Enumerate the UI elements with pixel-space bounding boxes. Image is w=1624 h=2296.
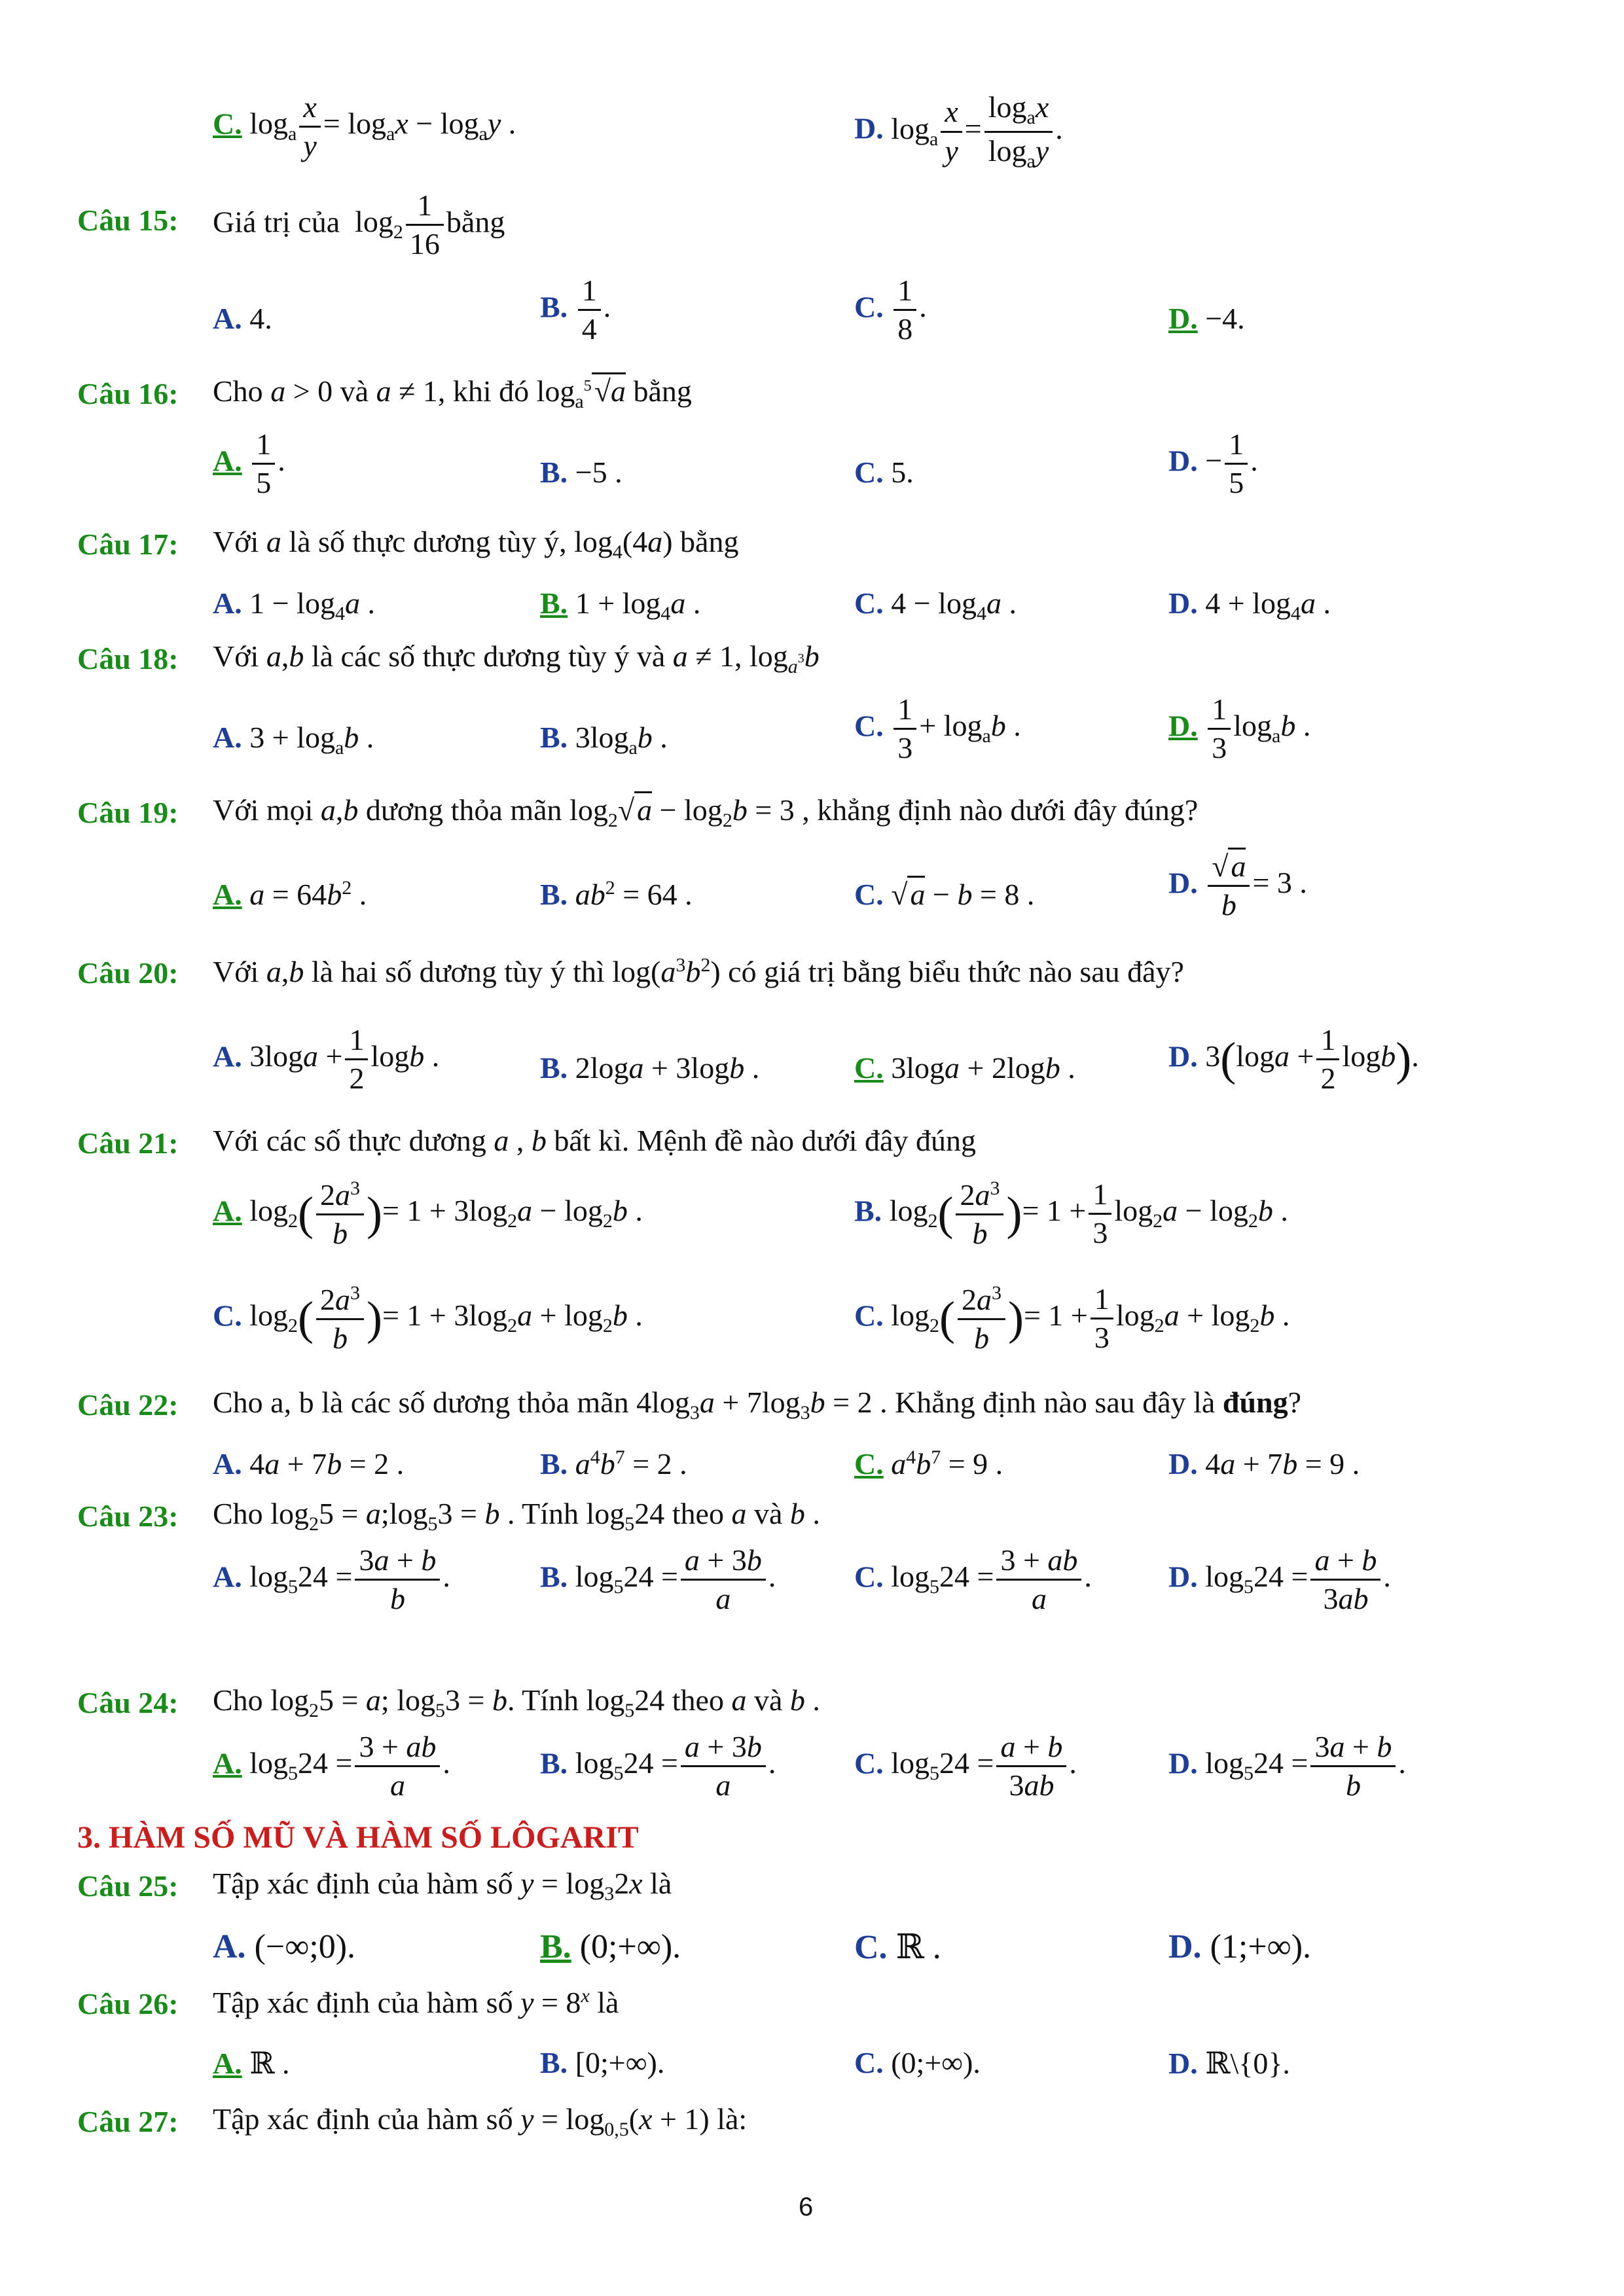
- option-letter: D.: [1168, 866, 1198, 900]
- question-stem: [213, 190, 505, 260]
- page-number: 6: [799, 2193, 814, 2221]
- stem-math: $\log_2$ $\frac{1}{16}$: [348, 205, 446, 238]
- option-math: $\frac{1}{4}$ .: [575, 290, 611, 323]
- stem-text: bằng: [633, 374, 692, 408]
- option-letter: B.: [540, 721, 568, 754]
- stem-bold: đúng: [1222, 1386, 1288, 1419]
- option-math: $4 - \log_4a$ .: [891, 586, 1017, 624]
- question-label: Câu 16:: [77, 377, 179, 410]
- stem-text: bằng: [680, 525, 739, 558]
- option-math: $3 + \log_ab$ .: [249, 721, 374, 759]
- stem-math: $\log_25 = a$; $\log_53 = b$.: [270, 1683, 522, 1721]
- q18-option-c[interactable]: [854, 694, 1021, 764]
- option-letter: C.: [854, 1560, 884, 1594]
- question-stem: [213, 1869, 672, 1904]
- q22-option-c[interactable]: [854, 1446, 1003, 1481]
- option-math: $\frac{1}{3}$ + $\log_ab$ .: [891, 709, 1021, 742]
- question-stem: [213, 1126, 976, 1156]
- question-label: Câu 25:: [77, 1869, 179, 1903]
- q17-option-c[interactable]: [854, 586, 1017, 625]
- option-math: 3loga + 2logb .: [891, 1051, 1075, 1085]
- stem-math: $4\log_3a + 7\log_3b = 2$: [636, 1386, 880, 1424]
- option-letter: B.: [540, 586, 568, 620]
- q18-option-a[interactable]: [213, 720, 374, 759]
- stem-text: theo: [672, 1497, 724, 1530]
- stem-text: Tập xác định của hàm số: [213, 1986, 513, 2019]
- option-math: $\log_524$ = $\frac{a + 3b}{a}$ .: [575, 1543, 776, 1616]
- stem-math: $\log_524$: [586, 1497, 672, 1535]
- stem-text: Cho: [213, 1497, 263, 1530]
- option-letter: C.: [854, 2046, 884, 2079]
- option-letter: C.: [854, 586, 884, 620]
- stem-text: , khẳng định nào dưới đây đúng?: [802, 793, 1199, 827]
- option-letter: A.: [213, 1194, 242, 1228]
- question-label: Câu 19:: [77, 796, 179, 829]
- option-math: $\log_524$ = $\frac{a + b}{3ab}$ .: [1205, 1543, 1391, 1616]
- stem-text: là hai số dương tùy ý thì: [311, 955, 605, 988]
- stem-text: theo: [672, 1683, 724, 1717]
- option-math: ℝ .: [895, 1929, 941, 1966]
- stem-math: a,b: [266, 955, 304, 988]
- option-math: (0;+∞).: [891, 2046, 981, 2079]
- stem-math: $y = 8^x$: [520, 1985, 590, 2019]
- q20-option-b[interactable]: [540, 1050, 759, 1085]
- option-letter: D.: [1168, 1560, 1198, 1594]
- question-label: Câu 23:: [77, 1499, 179, 1533]
- q15-option-c[interactable]: [854, 275, 927, 346]
- option-math: $1 - \log_4a$ .: [249, 586, 375, 624]
- option-math: $\log_a$ $\frac{x}{y}$ = $\log_ax - \log_ay$ .: [249, 90, 516, 163]
- option-math: $\log_2$( $\frac{2a^3}{b}$ )= $1 + 3\log_2a - \log_2b$ .: [249, 1177, 643, 1251]
- stem-math: $\log_2√a - \log_2b = 3$: [569, 793, 802, 827]
- q22-option-b[interactable]: [540, 1446, 687, 1481]
- question-label: Câu 24:: [77, 1686, 179, 1719]
- q17-option-d[interactable]: [1168, 586, 1331, 625]
- stem-math: $\log(a^3b^2)$: [612, 954, 729, 988]
- option-letter: B.: [540, 1928, 571, 1965]
- option-letter: D.: [1168, 1447, 1198, 1480]
- q24-option-a[interactable]: [213, 1731, 450, 1802]
- stem-math: a,b: [320, 793, 359, 827]
- option-letter: A.: [213, 878, 242, 911]
- option-letter: C.: [213, 107, 242, 141]
- q21-option-b[interactable]: [854, 1178, 1288, 1250]
- option-math: $\frac{1}{3}$ $\log_ab$ .: [1205, 709, 1310, 742]
- option-letter: A.: [213, 302, 242, 335]
- option-letter: D.: [1168, 302, 1198, 335]
- option-letter: B.: [540, 1051, 568, 1085]
- stem-text: Cho a, b là các số dương thỏa mãn: [213, 1386, 629, 1419]
- q15-option-d[interactable]: [1168, 301, 1245, 336]
- question-stem: [213, 1986, 619, 2018]
- stem-text: bất kì. Mệnh đề nào dưới đây đúng: [554, 1124, 976, 1157]
- q14-option-d[interactable]: [854, 92, 1063, 171]
- stem-math: $\log_a^5√a$: [537, 374, 634, 408]
- stem-math: $\log_4(4a)$: [574, 525, 681, 563]
- stem-text: là:: [717, 2102, 748, 2136]
- option-math: $ab^2 = 64$ .: [575, 877, 693, 911]
- stem-text: Tập xác định của hàm số: [213, 2102, 513, 2136]
- option-letter: D.: [1168, 1746, 1198, 1780]
- option-math: $\log_2$( $\frac{2a^3}{b}$ )= $1 + 3\log_2a + \log_2b$ .: [249, 1282, 643, 1355]
- stem-text: Với mọi: [213, 793, 314, 827]
- stem-text: Với: [213, 955, 259, 988]
- option-math: [0;+∞).: [575, 2046, 665, 2079]
- stem-text: Giá trị của: [213, 205, 340, 239]
- option-math: √a − b = 8 .: [891, 876, 1034, 911]
- stem-text: có giá trị bằng biểu thức nào sau đây?: [728, 955, 1184, 988]
- option-letter: A.: [213, 1560, 242, 1594]
- q26-option-c[interactable]: [854, 2045, 981, 2080]
- option-letter: C.: [854, 1929, 888, 1966]
- q16-option-a[interactable]: [213, 429, 285, 499]
- q17-option-b[interactable]: [540, 586, 700, 625]
- option-letter: C.: [854, 1299, 884, 1333]
- option-math: $a^4b^7 = 9$ .: [891, 1446, 1003, 1480]
- option-letter: D.: [1168, 586, 1198, 620]
- q16-option-b[interactable]: [540, 455, 623, 490]
- option-letter: A.: [213, 2047, 242, 2080]
- option-math: $\log_524$ = $\frac{3 + ab}{a}$ .: [891, 1543, 1092, 1616]
- stem-text: bằng: [446, 205, 505, 239]
- q25-option-a[interactable]: [213, 1928, 355, 1966]
- option-math: $a = 64b^2$ .: [249, 877, 367, 911]
- stem-math: a: [731, 1683, 747, 1717]
- stem-math: $y = \log_{0,5}(x + 1)$: [520, 2102, 717, 2140]
- q25-option-c[interactable]: [854, 1928, 941, 1967]
- q19-option-c[interactable]: [854, 877, 1034, 912]
- option-letter: D.: [1168, 709, 1198, 743]
- option-math: (0;+∞).: [579, 1928, 681, 1965]
- q25-option-d[interactable]: [1168, 1928, 1311, 1966]
- question-stem: [213, 795, 1198, 831]
- stem-math: b .: [789, 1683, 820, 1717]
- option-math: 4.: [249, 302, 272, 335]
- option-math: $1 + \log_4a$ .: [575, 586, 701, 624]
- option-letter: A.: [213, 1447, 242, 1480]
- option-letter: A.: [213, 1746, 242, 1780]
- question-stem: [213, 956, 1184, 987]
- question-stem: [213, 376, 692, 412]
- question-stem: [213, 527, 738, 562]
- stem-text: Cho: [213, 374, 263, 408]
- option-math: $\log_524$ = $\frac{3 + ab}{a}$ .: [249, 1730, 450, 1803]
- q14-option-c[interactable]: [213, 92, 516, 162]
- stem-text: Cho: [213, 1683, 263, 1717]
- stem-text: dương thỏa mãn: [365, 793, 562, 827]
- q18-option-b[interactable]: [540, 720, 668, 759]
- q23-option-c[interactable]: [854, 1545, 1092, 1615]
- q22-option-a[interactable]: [213, 1446, 404, 1481]
- option-letter: B.: [540, 1447, 568, 1480]
- option-math: $\log_524$ = $\frac{a + 3b}{a}$ .: [575, 1730, 776, 1803]
- q17-option-a[interactable]: [213, 586, 375, 625]
- option-letter: C.: [854, 709, 884, 743]
- q18-option-d[interactable]: [1168, 694, 1310, 764]
- stem-text: Với: [213, 639, 259, 673]
- option-math: $3\log_ab$ .: [575, 721, 668, 759]
- q26-option-a[interactable]: [213, 2045, 289, 2081]
- question-label: Câu 22:: [77, 1388, 179, 1422]
- q15-option-a[interactable]: [213, 301, 272, 336]
- stem-math: $y = \log_32x$: [520, 1867, 643, 1905]
- option-math: $a^4b^7 = 2$ .: [575, 1446, 687, 1480]
- q26-option-b[interactable]: [540, 2045, 664, 2080]
- option-math: 4a + 7b = 9 .: [1205, 1447, 1360, 1480]
- option-letter: B.: [540, 456, 568, 489]
- q22-option-d[interactable]: [1168, 1446, 1360, 1481]
- option-letter: A.: [213, 586, 242, 620]
- option-math: − $\frac{1}{5}$ .: [1205, 427, 1258, 500]
- option-math: (−∞;0).: [254, 1928, 356, 1965]
- stem-text: là số thực dương tùy ý,: [289, 525, 567, 558]
- option-letter: C.: [854, 456, 884, 489]
- stem-text: ,: [516, 1124, 524, 1157]
- question-label: Câu 21:: [77, 1126, 179, 1160]
- question-stem: [213, 1499, 820, 1534]
- question-stem: [213, 641, 820, 677]
- option-math: 5.: [891, 456, 914, 489]
- stem-math: a,b: [266, 639, 304, 673]
- stem-math: $\log_524$: [586, 1683, 672, 1721]
- option-math: $\frac{1}{8}$ .: [891, 290, 927, 323]
- option-math: −4.: [1205, 302, 1245, 335]
- option-letter: D.: [854, 111, 884, 145]
- stem-text: là: [650, 1867, 672, 1900]
- stem-math: a: [494, 1124, 509, 1157]
- option-math: $\log_2$( $\frac{2a^3}{b}$ )= 1 + $\frac{1}{3}$ $\log_2a - \log_2b$ .: [889, 1177, 1288, 1251]
- q16-option-d[interactable]: [1168, 429, 1258, 499]
- option-letter: B.: [540, 878, 568, 911]
- question-label: Câu 26:: [77, 1987, 179, 2020]
- q23-option-d[interactable]: [1168, 1545, 1391, 1615]
- option-math: $\log_524$ = $\frac{3a + b}{b}$ .: [1205, 1730, 1406, 1803]
- option-letter: C.: [854, 1051, 884, 1085]
- q26-option-d[interactable]: [1168, 2045, 1290, 2081]
- option-letter: D.: [1168, 1928, 1202, 1965]
- option-letter: A.: [213, 1928, 246, 1965]
- option-math: $\log_a$ $\frac{x}{y}$ = $\frac{\log_ax}{\log_ay}$ .: [891, 90, 1063, 172]
- section-title: 3. HÀM SỐ MŨ VÀ HÀM SỐ LÔGARIT: [77, 1820, 639, 1855]
- option-math: 3loga + $\frac{1}{2}$ logb .: [249, 1023, 440, 1096]
- q20-option-d[interactable]: [1168, 1024, 1419, 1095]
- option-math: $\frac{1}{5}$ .: [249, 444, 285, 477]
- option-letter: B.: [540, 2046, 568, 2079]
- option-letter: C.: [213, 1299, 242, 1333]
- q20-option-c[interactable]: [854, 1050, 1075, 1085]
- question-label: Câu 20:: [77, 956, 179, 990]
- q24-option-b[interactable]: [540, 1731, 776, 1802]
- q19-option-b[interactable]: [540, 877, 693, 912]
- stem-text: , khi đó: [437, 374, 530, 408]
- q15-option-b[interactable]: [540, 275, 611, 346]
- option-math: ℝ .: [249, 2047, 290, 2080]
- option-math: 3(loga + $\frac{1}{2}$ logb).: [1205, 1023, 1419, 1096]
- option-math: $\log_2$( $\frac{2a^3}{b}$ )= 1 + $\frac{1}{3}$ $\log_2a + \log_2b$ .: [891, 1282, 1290, 1355]
- stem-text: và: [753, 1497, 783, 1530]
- option-math: 2loga + 3logb .: [575, 1051, 760, 1085]
- q21-option-c1[interactable]: [213, 1283, 643, 1355]
- stem-text: . Tính: [507, 1497, 579, 1530]
- stem-text: là các số thực dương tùy ý và: [311, 639, 666, 673]
- question-label: Câu 18:: [77, 642, 179, 675]
- stem-math: a > 0: [270, 374, 340, 408]
- stem-text: và: [340, 374, 369, 408]
- option-letter: B.: [540, 290, 568, 324]
- option-letter: B.: [540, 1560, 568, 1594]
- option-letter: C.: [854, 290, 884, 324]
- option-letter: C.: [854, 1746, 884, 1780]
- stem-text: là: [597, 1986, 619, 2019]
- option-letter: C.: [854, 878, 884, 911]
- option-letter: A.: [213, 721, 242, 754]
- q23-option-b[interactable]: [540, 1545, 776, 1615]
- q21-option-a[interactable]: [213, 1178, 643, 1250]
- q19-option-d[interactable]: [1168, 851, 1307, 922]
- option-math: ℝ\{0}.: [1205, 2047, 1290, 2080]
- stem-text: Với các số thực dương: [213, 1124, 486, 1157]
- option-math: (1;+∞).: [1210, 1928, 1312, 1965]
- option-math: 4a + 7b = 2 .: [249, 1447, 405, 1480]
- option-math: $\frac{√a}{b}$ = 3 .: [1205, 866, 1307, 899]
- stem-text: Tính: [522, 1683, 579, 1717]
- option-math: $\log_524$ = $\frac{3a + b}{b}$ .: [249, 1543, 450, 1616]
- q16-option-c[interactable]: [854, 455, 914, 490]
- stem-math: a ≠ 1: [376, 374, 438, 408]
- option-letter: D.: [1168, 2047, 1198, 2080]
- q20-option-a[interactable]: [213, 1024, 439, 1095]
- stem-text: Tập xác định của hàm số: [213, 1867, 513, 1900]
- question-stem: [213, 1685, 820, 1721]
- question-label: Câu 27:: [77, 2105, 179, 2138]
- option-letter: C.: [854, 1447, 884, 1480]
- stem-math: a ≠ 1, $\log_{a^3}b$: [672, 639, 820, 677]
- option-math: $4 + \log_4a$ .: [1205, 586, 1331, 624]
- option-math: $\log_524$ = $\frac{a + b}{3ab}$ .: [891, 1730, 1077, 1803]
- option-letter: B.: [540, 1746, 568, 1780]
- q23-option-a[interactable]: [213, 1545, 450, 1615]
- q19-option-a[interactable]: [213, 877, 367, 912]
- option-math: −5 .: [575, 456, 623, 489]
- question-label: Câu 17:: [77, 528, 179, 561]
- option-letter: D.: [1168, 444, 1198, 478]
- stem-text: và: [753, 1683, 783, 1717]
- q21-option-c2[interactable]: [854, 1283, 1290, 1355]
- stem-math: a: [266, 525, 281, 558]
- stem-math: $\log_25$ = $a;\log_53 = b$: [270, 1497, 500, 1535]
- option-letter: B.: [854, 1194, 882, 1228]
- question-stem: Cho a, b là các số dương thỏa mãn $4\log_3a + 7\log_3b = 2$ . Khẳng định nào sau đây là đúng?: [213, 1386, 1302, 1424]
- stem-math: a: [731, 1497, 747, 1530]
- stem-math: b: [531, 1124, 547, 1157]
- question-stem: [213, 2104, 747, 2140]
- stem-text: Với: [213, 525, 259, 558]
- option-letter: D.: [1168, 1039, 1198, 1073]
- q24-option-c[interactable]: [854, 1731, 1077, 1802]
- option-letter: A.: [213, 444, 242, 478]
- stem-math: b .: [789, 1497, 820, 1530]
- q24-option-d[interactable]: [1168, 1731, 1406, 1802]
- q25-option-b[interactable]: [540, 1928, 681, 1966]
- question-label: Câu 15:: [77, 204, 179, 237]
- option-letter: A.: [213, 1039, 242, 1073]
- stem-text: . Khẳng định nào sau đây là: [880, 1386, 1216, 1419]
